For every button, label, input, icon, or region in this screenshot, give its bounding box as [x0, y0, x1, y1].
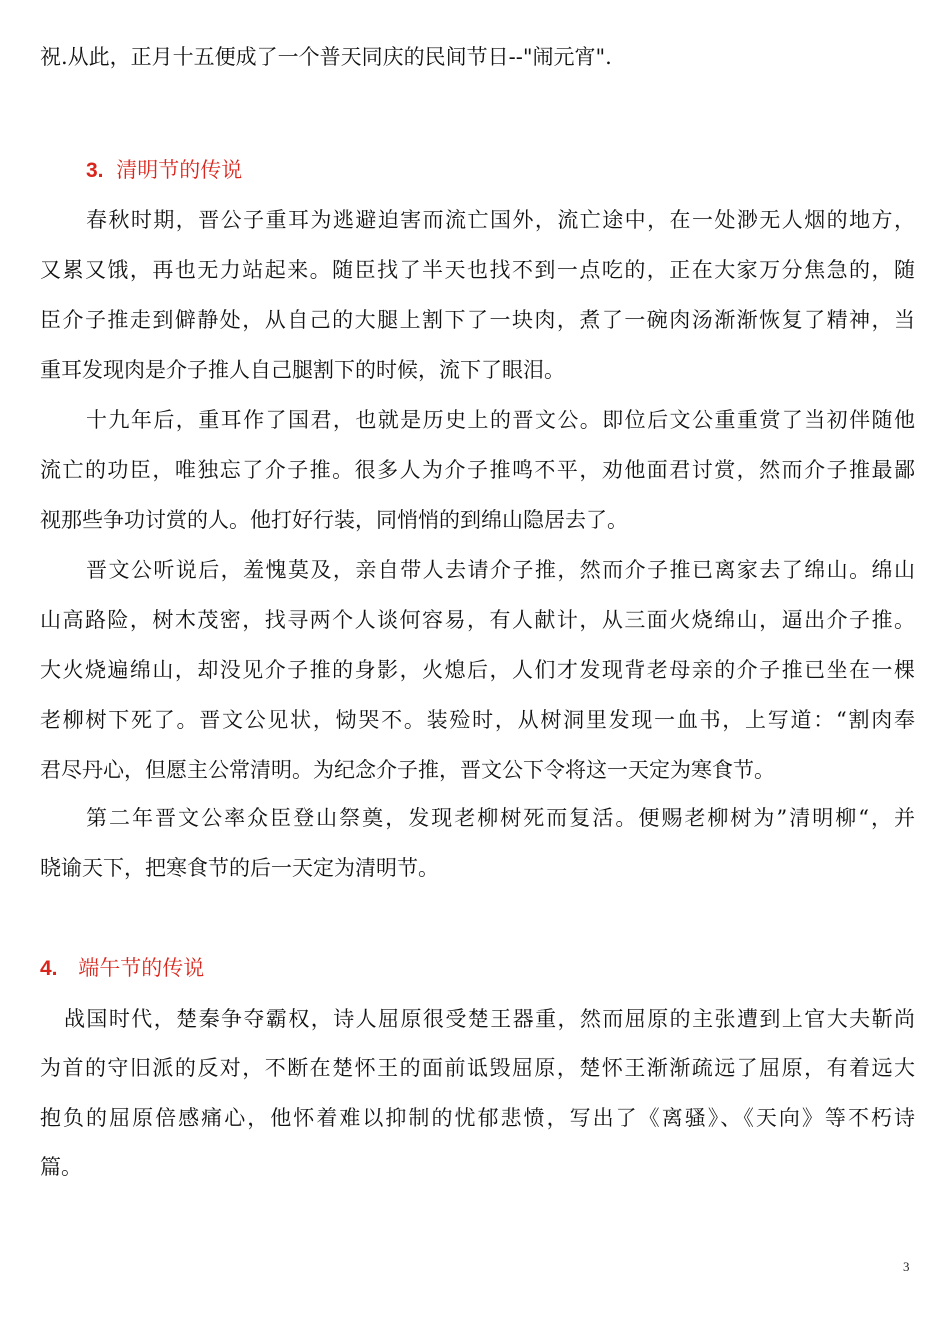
s3-p3-line-2: 山高路险，树木茂密，找寻两个人谈何容易，有人献计，从三面火烧绵山，逼出介子推。 — [40, 608, 915, 632]
s4-p1-line-1: 战国时代，楚秦争夺霸权，诗人屈原很受楚王器重，然而屈原的主张遭到上官大夫靳尚 — [64, 1007, 915, 1031]
s3-p4-line-2: 晓谕天下，把寒食节的后一天定为清明节。 — [40, 856, 439, 880]
page-number: 3 — [903, 1259, 910, 1274]
s3-p1-line-1: 春秋时期，晋公子重耳为逃避迫害而流亡国外，流亡途中，在一处渺无人烟的地方， — [86, 208, 915, 232]
s3-p1-line-3: 臣介子推走到僻静处，从自己的大腿上割下了一块肉，煮了一碗肉汤渐渐恢复了精神，当 — [40, 308, 915, 332]
section-3-heading — [86, 155, 242, 186]
s3-p3-line-1: 晋文公听说后，羞愧莫及，亲自带人去请介子推，然而介子推已离家去了绵山。绵山 — [86, 558, 915, 582]
section-4-heading — [40, 953, 204, 984]
s3-p2-line-2: 流亡的功臣，唯独忘了介子推。很多人为介子推鸣不平，劝他面君讨赏，然而介子推最鄙 — [40, 458, 915, 482]
s4-p1-line-2: 为首的守旧派的反对，不断在楚怀王的面前诋毁屈原，楚怀王渐渐疏远了屈原，有着远大 — [40, 1056, 915, 1080]
s3-p1-line-4: 重耳发现肉是介子推人自己腿割下的时候，流下了眼泪。 — [40, 358, 565, 382]
section-4-number: 4. — [40, 957, 58, 980]
section-3-title: 清明节的传说 — [116, 158, 243, 182]
s3-p3-line-5: 君尽丹心，但愿主公常清明。为纪念介子推，晋文公下令将这一天定为寒食节。 — [40, 758, 775, 782]
s3-p4-line-1: 第二年晋文公率众臣登山祭奠，发现老柳树死而复活。便赐老柳树为”清明柳“，并 — [86, 806, 915, 830]
s3-p3-line-4: 老柳树下死了。晋文公见状，恸哭不。装殓时，从树洞里发现一血书，上写道：“割肉奉 — [40, 708, 915, 732]
section-3-number: 3. — [86, 159, 104, 182]
intro-tail-line: 祝.从此，正月十五便成了一个普天同庆的民间节日--"闹元宵". — [40, 45, 612, 69]
s3-p2-line-3: 视那些争功讨赏的人。他打好行装，同悄悄的到绵山隐居去了。 — [40, 508, 628, 532]
s3-p2-line-1: 十九年后，重耳作了国君，也就是历史上的晋文公。即位后文公重重赏了当初伴随他 — [86, 408, 915, 432]
s4-p1-line-4: 篇。 — [40, 1155, 82, 1179]
s3-p1-line-2: 又累又饿，再也无力站起来。随臣找了半天也找不到一点吃的，正在大家万分焦急的，随 — [40, 258, 915, 282]
section-4-title: 端午节的传说 — [78, 956, 205, 980]
s3-p3-line-3: 大火烧遍绵山，却没见介子推的身影，火熄后，人们才发现背老母亲的介子推已坐在一棵 — [40, 658, 915, 682]
s4-p1-line-3: 抱负的屈原倍感痛心，他怀着难以抑制的忧郁悲愤，写出了《离骚》、《天向》等不朽诗 — [40, 1106, 915, 1130]
